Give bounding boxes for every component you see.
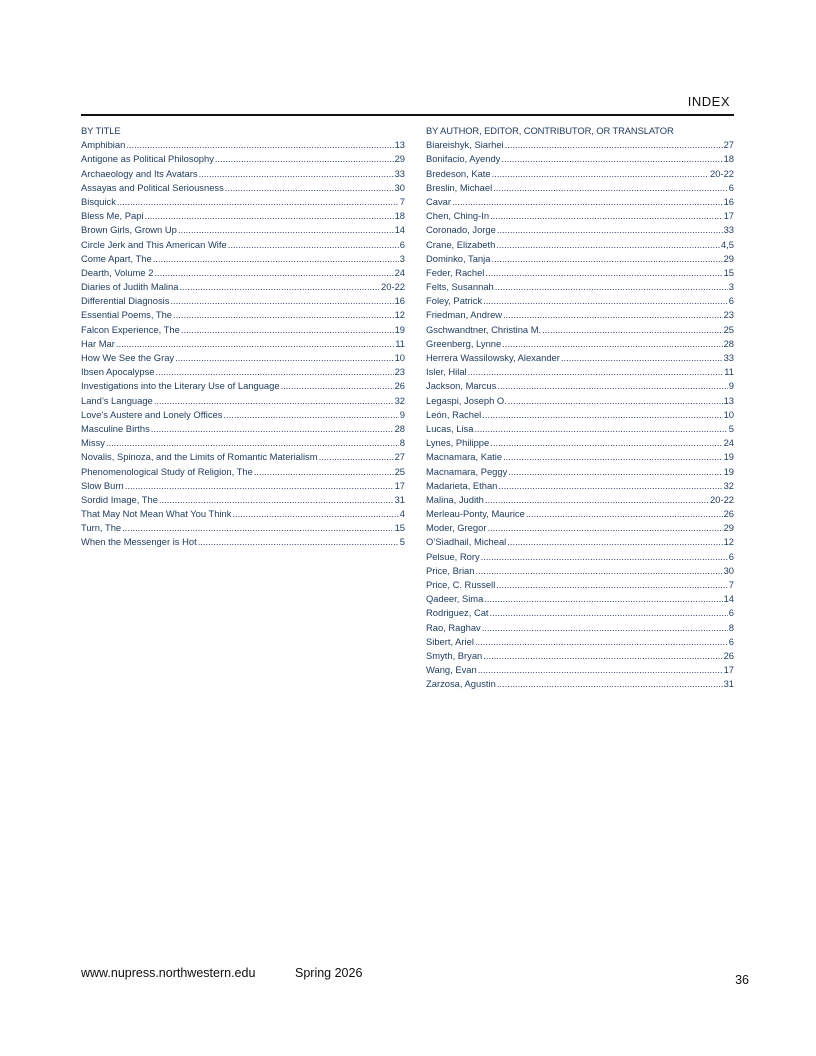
dot-leader	[474, 422, 727, 436]
author-index-entry	[426, 521, 734, 535]
entry-name: Cavar	[426, 195, 452, 207]
title-index-entry	[81, 195, 405, 209]
entry-page-number: 26	[723, 508, 734, 520]
author-index-heading: BY AUTHOR, EDITOR, CONTRIBUTOR, OR TRANSLATOR	[426, 125, 674, 136]
entry-page-number: 29	[723, 252, 734, 264]
dot-leader	[487, 521, 722, 535]
entry-name: Crane, Elizabeth	[426, 238, 496, 250]
entry-page-number: 13	[723, 394, 734, 406]
entry-name: Macnamara, Peggy	[426, 465, 508, 477]
entry-name: Diaries of Judith Malina	[81, 281, 179, 293]
author-index-entry	[426, 663, 734, 677]
entry-name: Madarieta, Ethan	[426, 479, 498, 491]
dot-leader	[468, 365, 724, 379]
author-index-list	[426, 138, 734, 691]
entry-page-number: 23	[394, 366, 405, 378]
entry-name: Ibsen Apocalypse	[81, 366, 155, 378]
dot-leader	[498, 479, 722, 493]
entry-name: Novalis, Spinoza, and the Limits of Romantic Materialism	[81, 451, 318, 463]
entry-page-number: 25	[723, 323, 734, 335]
author-index-entry	[426, 465, 734, 479]
dot-leader	[154, 266, 393, 280]
entry-page-number: 33	[394, 167, 405, 179]
entry-name: Price, C. Russell	[426, 579, 496, 590]
entry-page-number: 14	[723, 593, 734, 605]
title-index-entry	[81, 408, 405, 422]
entry-name: Dearth, Volume 2	[81, 266, 154, 278]
entry-page-number: 20-22	[710, 493, 734, 505]
entry-page-number: 28	[394, 422, 405, 434]
entry-name: Herrera Wassilowsky, Alexander	[426, 352, 560, 363]
author-index-entry	[426, 621, 734, 635]
entry-name: Moder, Gregor	[426, 522, 487, 534]
title-index-entry	[81, 535, 405, 549]
title-index-entry	[81, 266, 405, 280]
author-index-entry	[426, 266, 734, 280]
author-index-entry	[426, 422, 734, 436]
entry-name: Sibert, Ariel	[426, 635, 474, 647]
entry-page-number: 26	[394, 380, 405, 392]
title-index-entry	[81, 465, 405, 479]
dot-leader	[475, 635, 728, 649]
entry-page-number: 12	[394, 309, 405, 321]
entry-name: O’Siadhail, Micheal	[426, 536, 507, 548]
entry-page-number: 6	[728, 295, 734, 307]
entry-page-number: 17	[723, 664, 734, 676]
entry-name: Circle Jerk and This American Wife	[81, 238, 227, 250]
entry-name: Pelsue, Rory	[426, 550, 480, 562]
dot-leader	[508, 394, 723, 408]
dot-leader	[490, 606, 728, 620]
dot-leader	[122, 521, 393, 535]
entry-page-number: 6	[728, 550, 734, 562]
entry-page-number: 12	[723, 536, 734, 548]
dot-leader	[232, 507, 398, 521]
author-index-entry	[426, 535, 734, 549]
entry-name: Come Apart, The	[81, 252, 152, 264]
entry-name: Investigations into the Literary Use of Language	[81, 380, 280, 392]
entry-page-number: 6	[399, 238, 405, 250]
dot-leader	[502, 337, 722, 351]
entry-page-number: 6	[728, 181, 734, 193]
entry-name: Isler, Hilal	[426, 366, 467, 378]
author-index-entry	[426, 379, 734, 393]
title-index-entry	[81, 252, 405, 266]
title-index-entry	[81, 181, 405, 195]
title-index-entry	[81, 223, 405, 237]
entry-name: Rodriguez, Cat	[426, 607, 489, 619]
entry-page-number: 17	[723, 210, 734, 222]
author-index-entry	[426, 677, 734, 691]
entry-name: Assayas and Political Seriousness	[81, 181, 224, 193]
entry-page-number: 32	[723, 479, 734, 491]
dot-leader	[281, 379, 394, 393]
title-index-list	[81, 138, 405, 549]
entry-name: Smyth, Bryan	[426, 649, 483, 661]
dot-leader	[501, 152, 722, 166]
dot-leader	[493, 181, 728, 195]
author-index-entry	[426, 606, 734, 620]
dot-leader	[497, 677, 723, 691]
dot-leader	[478, 663, 723, 677]
dot-leader	[156, 365, 394, 379]
author-index-entry	[426, 280, 734, 294]
author-index-entry	[426, 152, 734, 166]
publisher-url[interactable]: www.nupress.northwestern.edu	[81, 966, 256, 980]
entry-name: That May Not Mean What You Think	[81, 508, 232, 520]
dot-leader	[482, 408, 722, 422]
dot-leader	[484, 592, 722, 606]
entry-page-number: 15	[394, 522, 405, 534]
entry-name: Missy	[81, 437, 105, 449]
dot-leader	[106, 436, 399, 450]
entry-page-number: 26	[723, 649, 734, 661]
author-index-entry	[426, 337, 734, 351]
entry-page-number: 9	[399, 408, 405, 420]
dot-leader	[117, 195, 399, 209]
entry-page-number: 32	[394, 394, 405, 406]
entry-page-number: 10	[394, 352, 405, 363]
dot-leader	[151, 422, 394, 436]
title-index-entry	[81, 337, 405, 351]
entry-page-number: 6	[728, 607, 734, 619]
dot-leader	[228, 238, 399, 252]
title-index-entry	[81, 323, 405, 337]
entry-name: Feder, Rachel	[426, 266, 485, 278]
entry-page-number: 4	[399, 508, 405, 520]
dot-leader	[497, 223, 723, 237]
entry-page-number: 16	[723, 195, 734, 207]
title-index-entry	[81, 209, 405, 223]
entry-name: Amphibian	[81, 139, 126, 151]
entry-page-number: 33	[723, 224, 734, 236]
title-index-entry	[81, 152, 405, 166]
entry-name: Brown Girls, Grown Up	[81, 224, 177, 236]
title-index-entry	[81, 167, 405, 181]
title-index-entry	[81, 479, 405, 493]
dot-leader	[507, 535, 722, 549]
entry-name: Gschwandtner, Christina M.	[426, 323, 542, 335]
entry-name: Wang, Evan	[426, 664, 477, 676]
entry-name: Greenberg, Lynne	[426, 337, 502, 349]
entry-page-number: 5	[728, 422, 734, 434]
entry-page-number: 9	[728, 380, 734, 392]
entry-page-number: 20-22	[381, 281, 405, 293]
dot-leader	[503, 450, 722, 464]
author-index-entry	[426, 436, 734, 450]
entry-page-number: 14	[394, 224, 405, 236]
dot-leader	[125, 479, 394, 493]
dot-leader	[485, 266, 722, 280]
entry-name: Land’s Language	[81, 394, 153, 406]
entry-page-number: 28	[723, 337, 734, 349]
author-index-entry	[426, 649, 734, 663]
author-index-entry	[426, 223, 734, 237]
entry-name: Jackson, Marcus	[426, 380, 497, 392]
entry-name: Differential Diagnosis	[81, 295, 170, 307]
dot-leader	[199, 167, 394, 181]
entry-page-number: 29	[723, 522, 734, 534]
author-index-entry	[426, 351, 734, 365]
entry-page-number: 7	[399, 195, 405, 207]
dot-leader	[495, 280, 728, 294]
author-index-entry	[426, 507, 734, 521]
author-index-entry	[426, 323, 734, 337]
dot-leader	[159, 493, 394, 507]
entry-name: Breslin, Michael	[426, 181, 493, 193]
title-index-entry	[81, 138, 405, 152]
dot-leader	[452, 195, 723, 209]
entry-name: Zarzosa, Agustin	[426, 678, 496, 690]
entry-name: Dominko, Tanja	[426, 252, 491, 264]
title-index-entry	[81, 294, 405, 308]
entry-page-number: 29	[394, 153, 405, 165]
entry-name: Sordid Image, The	[81, 493, 158, 505]
entry-page-number: 27	[394, 451, 405, 463]
title-index-entry	[81, 308, 405, 322]
dot-leader	[254, 465, 394, 479]
dot-leader	[475, 564, 722, 578]
author-index-entry	[426, 365, 734, 379]
entry-page-number: 13	[394, 139, 405, 151]
title-index-entry	[81, 521, 405, 535]
entry-page-number: 11	[395, 337, 405, 349]
entry-name: Bless Me, Papi	[81, 210, 144, 222]
entry-name: León, Rachel	[426, 408, 482, 420]
entry-name: Biareishyk, Siarhei	[426, 139, 504, 151]
author-index-entry	[426, 578, 734, 592]
entry-name: Rao, Raghav	[426, 621, 481, 633]
entry-name: Chen, Ching-In	[426, 210, 490, 222]
entry-page-number: 11	[724, 366, 734, 378]
entry-name: Foley, Patrick	[426, 295, 483, 307]
entry-name: Essential Poems, The	[81, 309, 173, 321]
entry-page-number: 24	[394, 266, 405, 278]
author-index-entry	[426, 479, 734, 493]
dot-leader	[198, 535, 399, 549]
entry-page-number: 33	[723, 352, 734, 363]
entry-page-number: 19	[723, 465, 734, 477]
entry-page-number: 23	[723, 309, 734, 321]
entry-page-number: 8	[728, 621, 734, 633]
entry-name: Bredeson, Kate	[426, 167, 491, 179]
dot-leader	[181, 323, 394, 337]
author-index-entry	[426, 308, 734, 322]
title-index-entry	[81, 280, 405, 294]
dot-leader	[490, 436, 722, 450]
entry-name: Coronado, Jorge	[426, 224, 496, 236]
entry-name: Friedman, Andrew	[426, 309, 503, 321]
title-index-entry	[81, 365, 405, 379]
entry-name: Falcon Experience, The	[81, 323, 180, 335]
dot-leader	[116, 337, 394, 351]
author-index-entry	[426, 564, 734, 578]
author-index-entry	[426, 252, 734, 266]
dot-leader	[481, 550, 728, 564]
title-index-entry	[81, 436, 405, 450]
entry-name: How We See the Gray	[81, 352, 175, 363]
entry-name: Merleau-Ponty, Maurice	[426, 508, 525, 520]
entry-page-number: 24	[723, 437, 734, 449]
dot-leader	[153, 252, 399, 266]
entry-page-number: 31	[394, 493, 405, 505]
dot-leader	[496, 578, 727, 592]
dot-leader	[225, 181, 394, 195]
title-index-entry	[81, 394, 405, 408]
entry-name: Bonifacio, Ayendy	[426, 153, 501, 165]
author-index-entry	[426, 394, 734, 408]
entry-page-number: 3	[399, 252, 405, 264]
entry-name: Bisquick	[81, 195, 116, 207]
dot-leader	[490, 209, 723, 223]
dot-leader	[215, 152, 394, 166]
entry-name: Legaspi, Joseph O.	[426, 394, 507, 406]
title-index-entry	[81, 507, 405, 521]
dot-leader	[497, 379, 727, 393]
entry-name: Malina, Judith	[426, 493, 484, 505]
dot-leader	[178, 223, 394, 237]
author-index-entry	[426, 181, 734, 195]
title-index-entry	[81, 422, 405, 436]
author-index-column	[426, 124, 734, 692]
author-index-entry	[426, 450, 734, 464]
author-index-entry	[426, 635, 734, 649]
entry-page-number: 6	[728, 635, 734, 647]
title-index-heading: BY TITLE	[81, 125, 121, 136]
dot-leader	[126, 138, 393, 152]
entry-page-number: 30	[394, 181, 405, 193]
header-rule	[81, 114, 734, 116]
entry-page-number: 19	[394, 323, 405, 335]
entry-page-number: 31	[723, 678, 734, 690]
entry-page-number: 10	[723, 408, 734, 420]
author-index-entry	[426, 408, 734, 422]
dot-leader	[491, 252, 722, 266]
author-index-entry	[426, 209, 734, 223]
entry-page-number: 16	[394, 295, 405, 307]
dot-leader	[503, 308, 722, 322]
title-index-entry	[81, 379, 405, 393]
author-index-entry	[426, 195, 734, 209]
entry-name: Lynes, Philippe	[426, 437, 490, 449]
dot-leader	[526, 507, 723, 521]
entry-name: When the Messenger is Hot	[81, 536, 197, 548]
entry-page-number: 5	[399, 536, 405, 548]
author-index-entry	[426, 592, 734, 606]
dot-leader	[483, 294, 728, 308]
title-index-entry	[81, 493, 405, 507]
author-index-entry	[426, 138, 734, 152]
dot-leader	[508, 465, 722, 479]
entry-name: Macnamara, Katie	[426, 451, 503, 463]
entry-page-number: 20-22	[710, 167, 734, 179]
dot-leader	[154, 394, 394, 408]
entry-page-number: 30	[723, 564, 734, 576]
title-index-column	[81, 124, 405, 550]
entry-page-number: 7	[728, 579, 734, 590]
dot-leader	[485, 493, 709, 507]
entry-name: Turn, The	[81, 522, 122, 534]
dot-leader	[170, 294, 393, 308]
entry-page-number: 25	[394, 465, 405, 477]
entry-page-number: 17	[394, 479, 405, 491]
entry-name: Slow Burn	[81, 479, 124, 491]
entry-page-number: 15	[723, 266, 734, 278]
author-index-entry	[426, 167, 734, 181]
dot-leader	[173, 308, 394, 322]
author-index-entry	[426, 550, 734, 564]
title-index-entry	[81, 351, 405, 365]
entry-name: Felts, Susannah	[426, 281, 494, 293]
dot-leader	[482, 621, 728, 635]
dot-leader	[505, 138, 723, 152]
dot-leader	[542, 323, 722, 337]
entry-name: Archaeology and Its Avatars	[81, 167, 198, 179]
entry-page-number: 3	[728, 281, 734, 293]
dot-leader	[179, 280, 380, 294]
entry-page-number: 4,5	[720, 238, 734, 250]
entry-name: Price, Brian	[426, 564, 475, 576]
entry-page-number: 27	[723, 139, 734, 151]
entry-page-number: 18	[723, 153, 734, 165]
entry-name: Lucas, Lisa	[426, 422, 474, 434]
author-index-entry	[426, 238, 734, 252]
title-index-entry	[81, 238, 405, 252]
catalog-season: Spring 2026	[295, 966, 363, 980]
dot-leader	[496, 238, 720, 252]
dot-leader	[492, 167, 709, 181]
dot-leader	[561, 351, 723, 365]
entry-name: Antigone as Political Philosophy	[81, 153, 214, 165]
dot-leader	[223, 408, 398, 422]
author-index-entry	[426, 294, 734, 308]
entry-page-number: 8	[399, 437, 405, 449]
entry-name: Love’s Austere and Lonely Offices	[81, 408, 223, 420]
entry-name: Har Mar	[81, 337, 115, 349]
page-number: 36	[735, 973, 749, 987]
entry-name: Masculine Births	[81, 422, 150, 434]
author-index-entry	[426, 493, 734, 507]
title-index-entry	[81, 450, 405, 464]
dot-leader	[145, 209, 394, 223]
dot-leader	[175, 351, 393, 365]
entry-page-number: 18	[394, 210, 405, 222]
entry-name: Qadeer, Sima	[426, 593, 484, 605]
entry-name: Phenomenological Study of Religion, The	[81, 465, 253, 477]
dot-leader	[319, 450, 394, 464]
dot-leader	[483, 649, 722, 663]
entry-page-number: 19	[723, 451, 734, 463]
page-title: INDEX	[687, 94, 730, 109]
